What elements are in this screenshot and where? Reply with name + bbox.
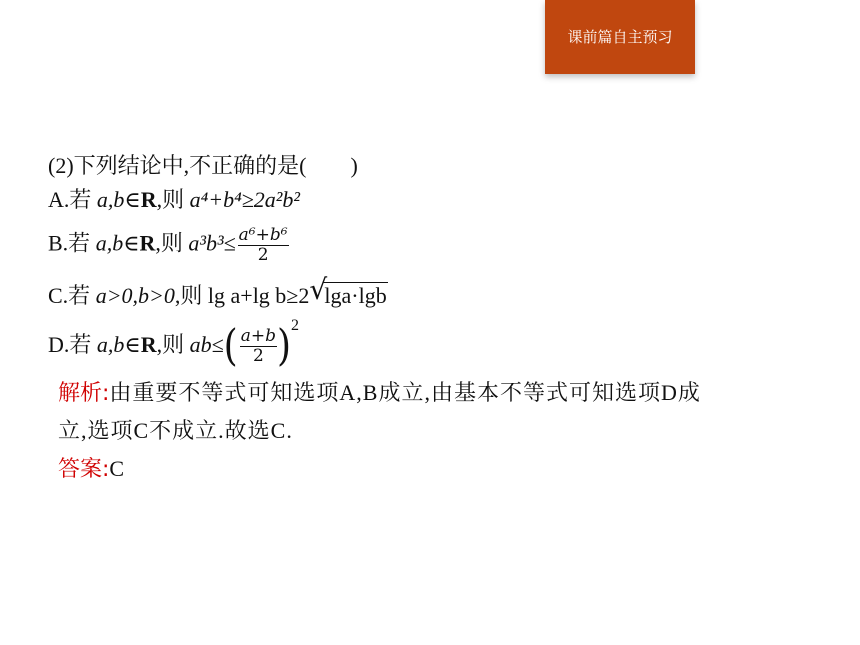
section-tab[interactable]: [545, 0, 695, 74]
option-a-in: ∈: [124, 187, 141, 212]
option-c-then: ,则: [174, 283, 208, 308]
option-b-numerator: a⁶+b⁶: [238, 225, 288, 245]
option-b-vars: a,b: [95, 230, 124, 256]
option-c-cond: a>0,b>0: [95, 283, 175, 308]
option-a-vars: a,b: [96, 187, 125, 212]
option-a: [48, 186, 300, 214]
option-a-label: A.若: [48, 187, 97, 212]
option-c-lhs: lg a+lg b≥2: [207, 283, 310, 308]
answer-value: C: [109, 456, 126, 481]
solution-text-1: 由重要不等式可知选项A,B成立,由基本不等式可知选项D成: [109, 380, 701, 405]
option-c-sqrt: [309, 273, 387, 310]
left-paren-icon: (: [223, 321, 238, 371]
solution-line-1: [58, 378, 701, 409]
option-d-lhs: ab≤: [189, 332, 224, 357]
option-c-label: C.若: [48, 283, 96, 308]
option-a-expr: a⁴+b⁴≥2a²b²: [189, 187, 301, 212]
option-a-then: ,则: [156, 187, 190, 212]
option-b: [48, 226, 289, 265]
answer-line: [58, 454, 125, 485]
option-d-in: ∈: [124, 332, 141, 357]
option-d-power: 2: [291, 317, 300, 334]
option-b-fraction: [238, 226, 289, 265]
solution-label: 解析:: [58, 381, 110, 406]
option-d-label: D.若: [48, 332, 97, 357]
option-d: [48, 317, 300, 371]
option-a-R: R: [140, 187, 157, 212]
option-d-numerator: a+b: [240, 326, 276, 347]
option-d-fraction: [240, 327, 277, 366]
option-b-in: ∈: [123, 230, 140, 256]
option-b-lhs: a³b³≤: [188, 230, 236, 256]
option-d-denominator: 2: [252, 346, 264, 367]
sqrt-sign-icon: √: [309, 273, 328, 306]
option-d-R: R: [140, 332, 157, 357]
option-d-then: ,则: [156, 332, 190, 357]
solution-line-2: 立,选项C不成立.故选C.: [58, 418, 293, 443]
option-c-radicand: lga·lgb: [324, 283, 387, 308]
option-b-denominator: 2: [257, 245, 269, 265]
right-paren-icon: ): [276, 321, 292, 371]
option-b-then: ,则: [155, 230, 189, 256]
question-stem: (2)下列结论中,不正确的是( ): [48, 153, 358, 178]
option-d-vars: a,b: [96, 332, 125, 357]
option-b-label: B.若: [48, 230, 96, 256]
option-b-R: R: [139, 230, 156, 256]
option-c: [48, 273, 388, 310]
section-tab-label: 课前篇自主预习: [567, 28, 673, 46]
answer-label: 答案:: [58, 457, 110, 482]
